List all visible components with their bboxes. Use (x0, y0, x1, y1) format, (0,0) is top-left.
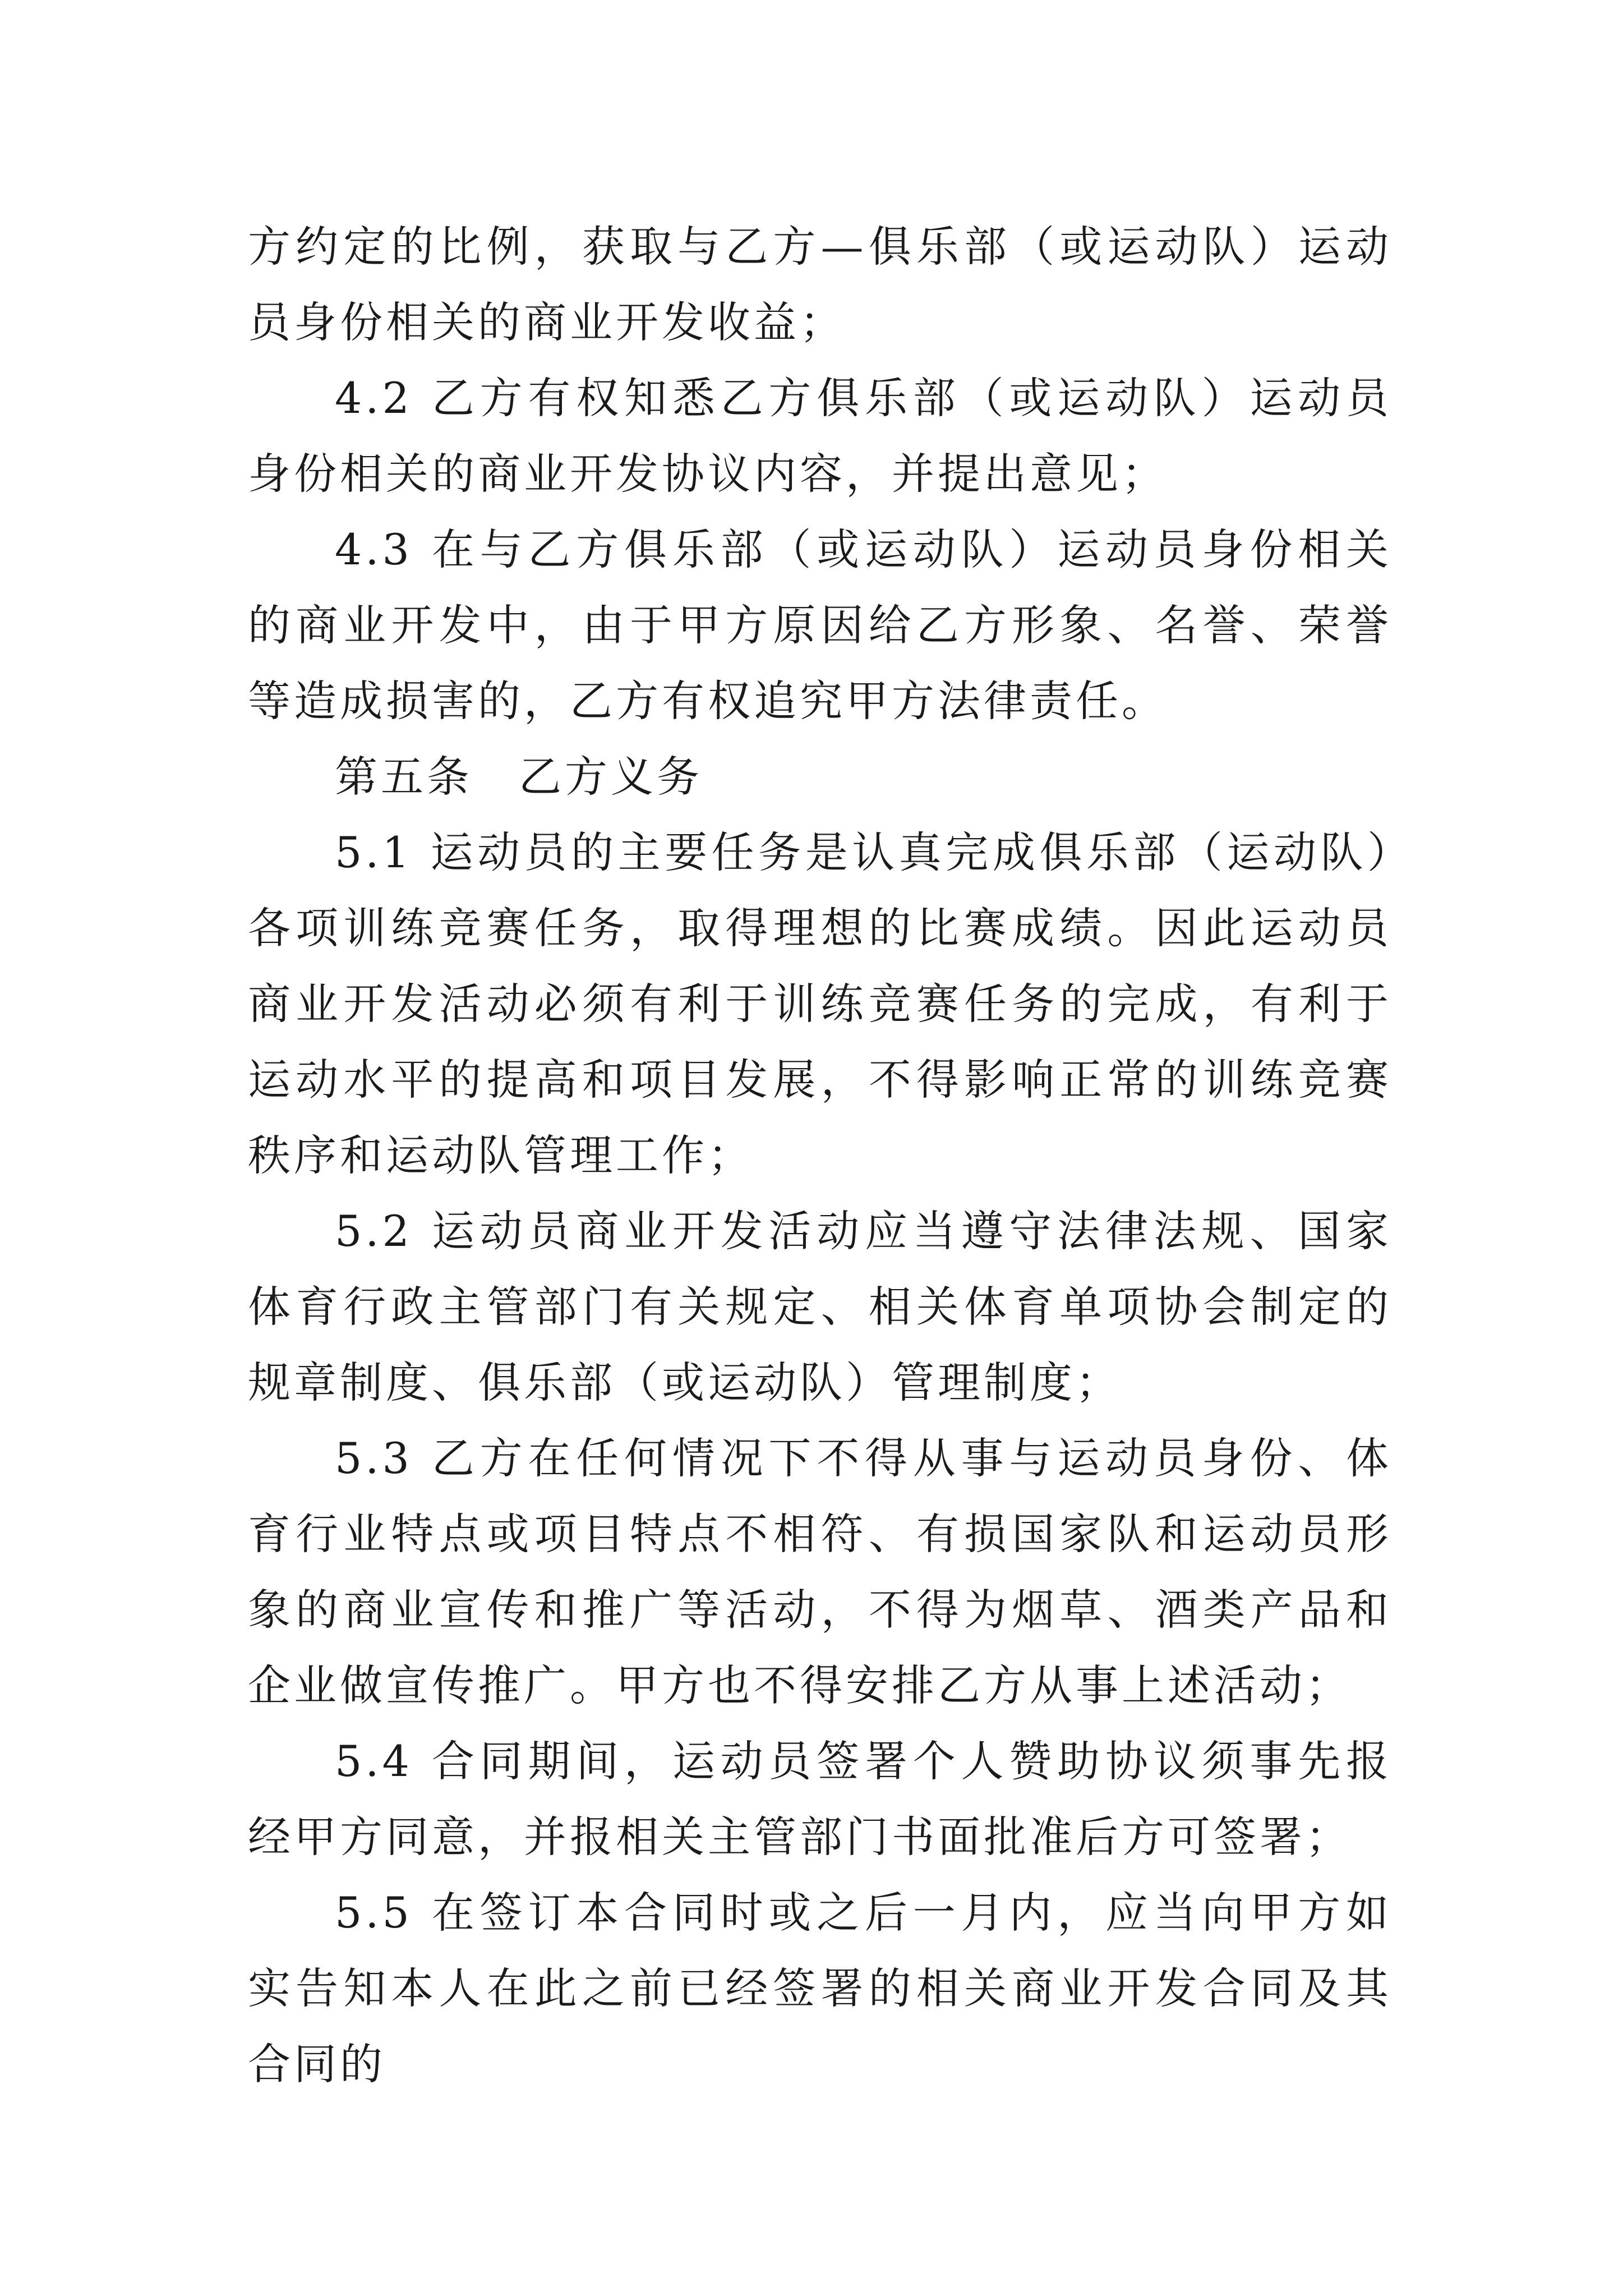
paragraph-clause-4-2: 4.2 乙方有权知悉乙方俱乐部（或运动队）运动员身份相关的商业开发协议内容，并提出意见； (248, 373, 1392, 499)
paragraph-clause-5-1: 5.1 运动员的主要任务是认真完成俱乐部（运动队）各项训练竞赛任务，取得理想的比赛成绩。因此运动员商业开发活动必须有利于训练竞赛任务的完成，有利于运动水平的提高和项目发展，不得影响正常的训练竞赛秩序和运动队管理工作； (248, 827, 1392, 1180)
paragraph-clause-5-5: 5.5 在签订本合同时或之后一月内，应当向甲方如实告知本人在此之前已经签署的相关商业开发合同及其合同的 (248, 1888, 1392, 2089)
document-body (248, 209, 1392, 2102)
section-heading-article-5: 第五条 乙方义务 (335, 752, 703, 802)
paragraph-continuation: 方约定的比例，获取与乙方—俱乐部（或运动队）运动员身份相关的商业开发收益； (248, 222, 1392, 347)
paragraph-clause-5-2: 5.2 运动员商业开发活动应当遵守法律法规、国家体育行政主管部门有关规定、相关体育单项协会制定的规章制度、俱乐部（或运动队）管理制度； (248, 1206, 1392, 1407)
paragraph-clause-4-3: 4.3 在与乙方俱乐部（或运动队）运动员身份相关的商业开发中，由于甲方原因给乙方形象、名誉、荣誉等造成损害的，乙方有权追究甲方法律责任。 (248, 524, 1392, 726)
paragraph-clause-5-3: 5.3 乙方在任何情况下不得从事与运动员身份、体育行业特点或项目特点不相符、有损国家队和运动员形象的商业宣传和推广等活动，不得为烟草、酒类产品和企业做宣传推广。甲方也不得安排乙方从事上述活动； (248, 1433, 1392, 1710)
paragraph-clause-5-4: 5.4 合同期间，运动员签署个人赞助协议须事先报经甲方同意，并报相关主管部门书面批准后方可签署； (248, 1736, 1392, 1862)
